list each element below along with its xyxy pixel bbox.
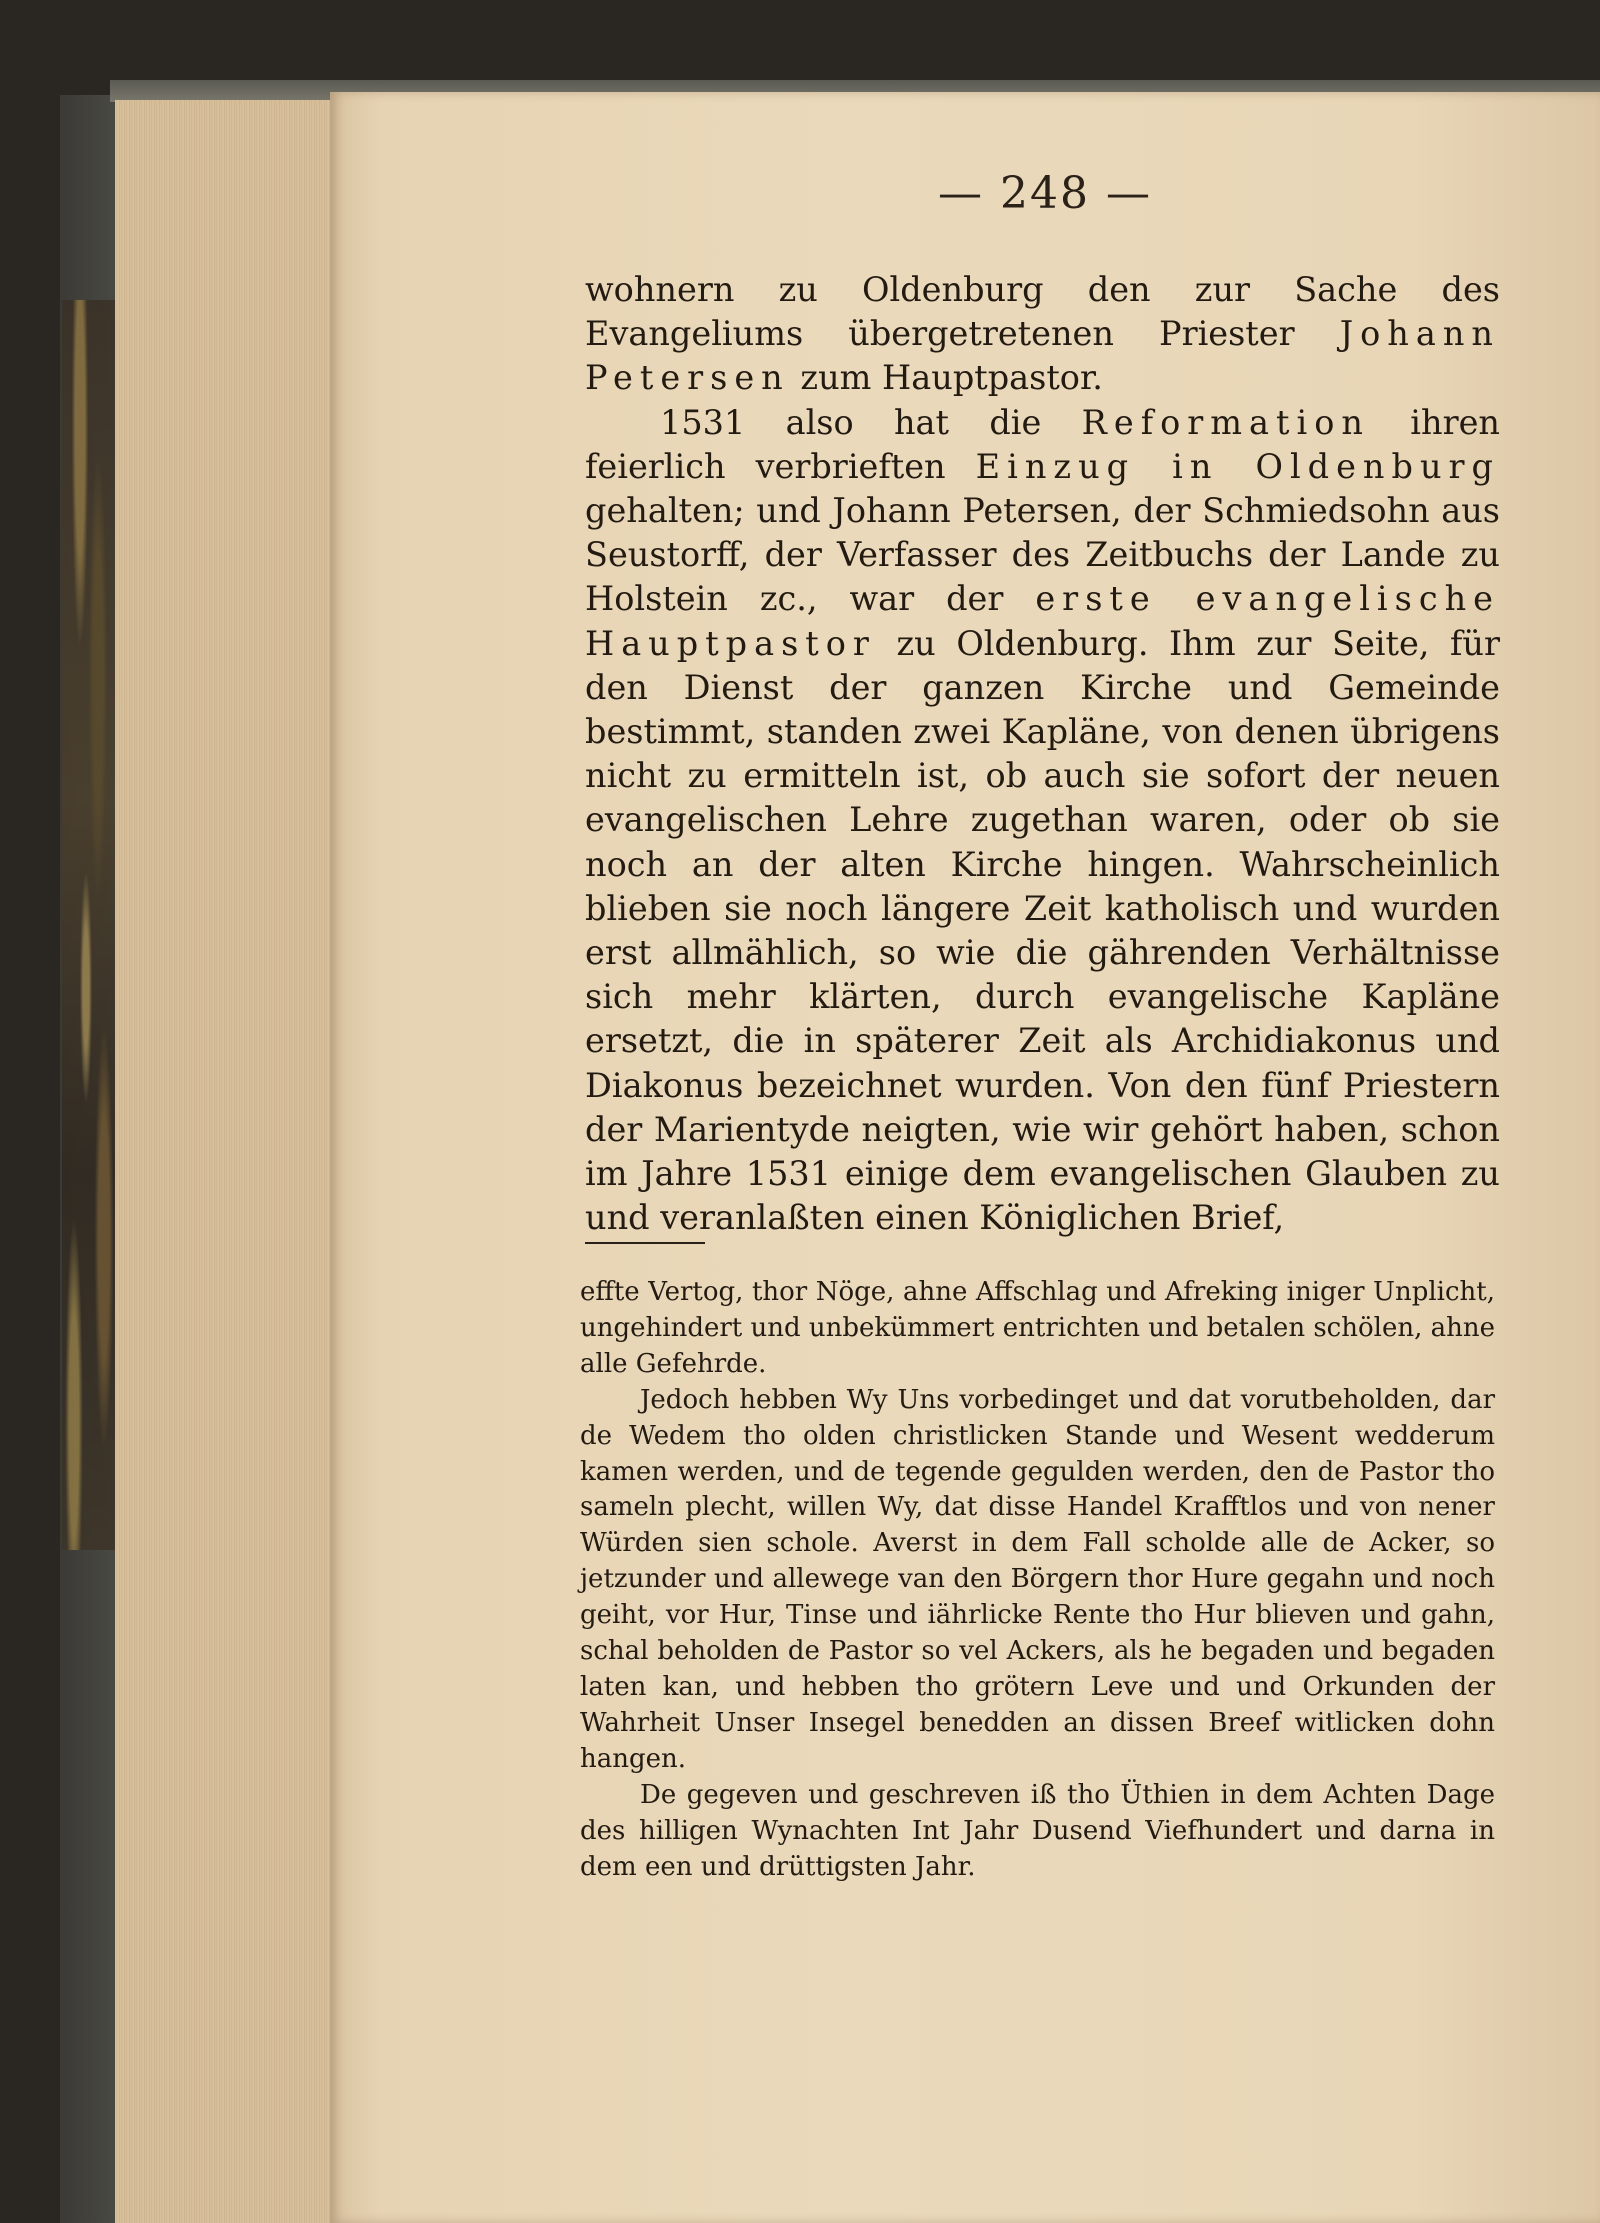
footnote-paragraph-1: effte Vertog, thor Nöge, ahne Affschlag und Afreking iniger Unplicht, ungehindert und unbekümmert entrichten und betalen schölen, ahne alle Gefehrde. <box>580 1277 1495 1379</box>
marbled-cover-edge <box>62 300 122 1550</box>
footnote <box>580 1275 1495 1885</box>
footnote-paragraph-3: De gegeven und geschreven iß tho Üthien in dem Achten Dage des hilligen Wynachten Int Jahr Dusend Viefhundert und darna in dem een und drüttigsten Jahr. <box>580 1779 1495 1882</box>
main-p2-text-c: gehalten; und Johann Petersen, der Schmiedsohn aus Seustorff, der Verfasser des Zeitbuchs der Lande zu Holstein zc., war der <box>585 491 1500 619</box>
main-p1-text-a: wohnern zu Oldenburg den zur Sache des Evangeliums übergetretenen Priester <box>585 270 1500 354</box>
main-p2-text-b: ihren feierlich verbrieften <box>585 402 1500 486</box>
main-p2-spaced-1: Reformation <box>1081 402 1370 442</box>
main-paragraph-2 <box>585 401 1500 1241</box>
main-p2-spaced-3: erste evangelische Hauptpastor <box>585 579 1500 663</box>
main-p1-text-b: zum Hauptpastor. <box>789 358 1103 398</box>
main-paragraph-1 <box>585 268 1500 401</box>
page-edges <box>115 100 335 2223</box>
main-text <box>585 268 1500 1240</box>
footnote-paragraph-2: Jedoch hebben Wy Uns vorbedinget und dat vorutbeholden, dar de Wedem tho olden christlicken Stande und Wesent wedderum kamen werden, und de tegende gegulden werden, den de Pastor tho sameln plecht, willen Wy, dat disse Handel Krafftlos und von nener Würden sien schole. Averst in dem Fall scholde alle de Acker, so jetzunder und allewege van den Börgern thor Hure gegahn und noch geiht, vor Hur, Tinse und iährlicke Rente tho Hur blieven und gahn, schal beholden de Pastor so vel Ackers, als he begaden und begaden laten kan, und hebben tho grötern Leve und und Orkunden der Wahrheit Unser Insegel benedden an dissen Breef witlicken dohn hangen. <box>580 1384 1495 1774</box>
footnote-divider <box>585 1242 705 1244</box>
page-number: — 248 — <box>938 168 1152 219</box>
main-p2-text-d: zu Oldenburg. Ihm zur Seite, für den Dienst der ganzen Kirche und Gemeinde bestimmt, standen zwei Kapläne, von denen übrigens nicht zu ermitteln ist, ob auch sie sofort der neuen evangelischen Lehre zugethan waren, oder ob sie noch an der alten Kirche hingen. Wahrscheinlich blieben sie noch längere Zeit katholisch und wurden erst allmählich, so wie die gährenden Verhältnisse sich mehr klärten, durch evangelische Kapläne ersetzt, die in späterer Zeit als Archidiakonus und Diakonus bezeichnet wurden. Von den fünf Priestern der Marientyde neigten, wie wir gehört haben, schon im Jahre 1531 einige dem evangelischen Glauben zu und veranlaßten einen Königlichen Brief, <box>585 623 1500 1238</box>
main-p2-text-a: 1531 also hat die <box>660 402 1082 442</box>
main-p2-spaced-2: Einzug in Oldenburg <box>975 446 1500 486</box>
main-p1-name: Johann Petersen <box>585 314 1500 398</box>
